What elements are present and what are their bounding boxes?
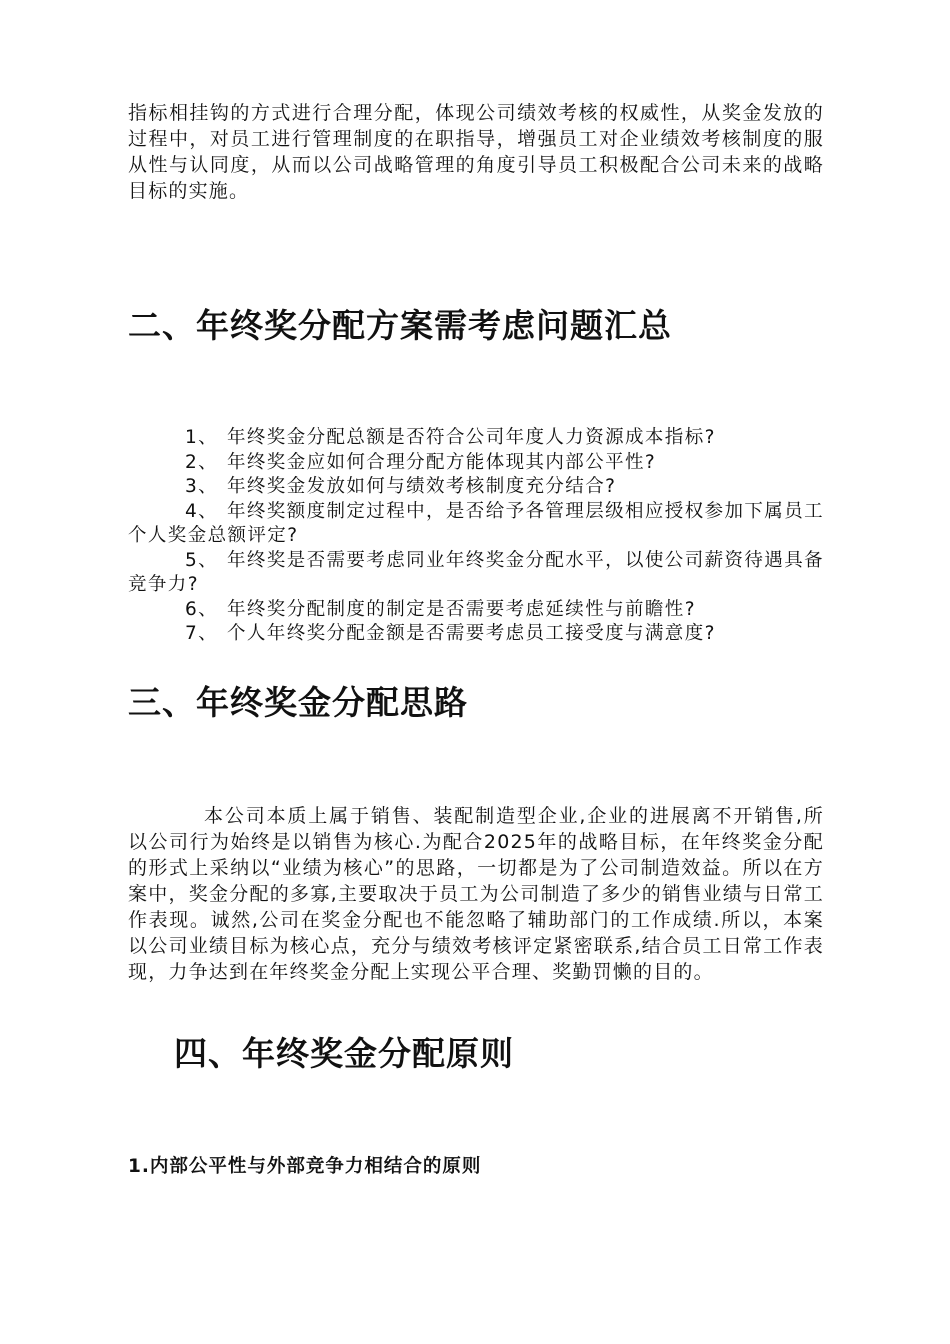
list-item-text: 年终奖额度制定过程中，是否给予各管理层级相应授权参加下属员工个人奖金总额评定? [128, 500, 825, 546]
list-item-text: 年终奖是否需要考虑同业年终奖金分配水平，以使公司薪资待遇具备竞争力? [128, 549, 825, 595]
list-item [128, 622, 824, 647]
list-item-number: 3、 [185, 476, 219, 497]
intro-paragraph: 指标相挂钩的方式进行合理分配，体现公司绩效考核的权威性，从奖金发放的过程中，对员工进行管理制度的在职指导，增强员工对企业绩效考核制度的服从性与认同度，从而以公司战略管理的角度引导员工积极配合公司未来的战略目标的实施。 [128, 102, 824, 202]
section-3-paragraph: 本公司本质上属于销售、装配制造型企业,企业的进展离不开销售,所以公司行为始终是以销售为核心.为配合2025年的战略目标，在年终奖金分配的形式上采纳以“业绩为核心”的思路，一切都是为了公司制造效益。所以在方案中，奖金分配的多寡,主要取决于员工为公司制造了多少的销售业绩与日常工作表现。诚然,公司在奖金分配也不能忽略了辅助部门的工作成绩.所以，本案以公司业绩目标为核心点，充分与绩效考核评定紧密联系,结合员工日常工作表现，力争达到在年终奖金分配上实现公平合理、奖勤罚懒的目的。 [128, 805, 824, 983]
questions-list [128, 426, 824, 647]
section-2-title: 二、年终奖分配方案需考虑问题汇总 [128, 306, 672, 345]
list-item-number: 2、 [185, 451, 219, 473]
list-item [128, 549, 824, 598]
list-item [128, 451, 824, 476]
principle-1-heading: 1.内部公平性与外部竞争力相结合的原则 [128, 1156, 482, 1177]
list-item-number: 4、 [185, 500, 219, 522]
list-item-text: 年终奖金分配总额是否符合公司年度人力资源成本指标? [227, 427, 716, 448]
list-item-text: 年终奖金应如何合理分配方能体现其内部公平性? [227, 451, 657, 473]
section-3-title: 三、年终奖金分配思路 [128, 683, 468, 722]
list-item [128, 500, 824, 549]
list-item-text: 年终奖分配制度的制定是否需要考虑延续性与前瞻性? [227, 598, 696, 620]
section-4-title: 四、年终奖金分配原则 [174, 1034, 514, 1073]
list-item-number: 1、 [185, 427, 219, 448]
list-item-text: 年终奖金发放如何与绩效考核制度充分结合? [227, 476, 617, 497]
list-item [128, 426, 824, 451]
list-item-number: 6、 [185, 598, 219, 620]
list-item-number: 5、 [185, 549, 219, 571]
list-item [128, 475, 824, 500]
list-item-text: 个人年终奖分配金额是否需要考虑员工接受度与满意度? [227, 623, 716, 644]
list-item [128, 598, 824, 623]
list-item-number: 7、 [185, 623, 219, 644]
